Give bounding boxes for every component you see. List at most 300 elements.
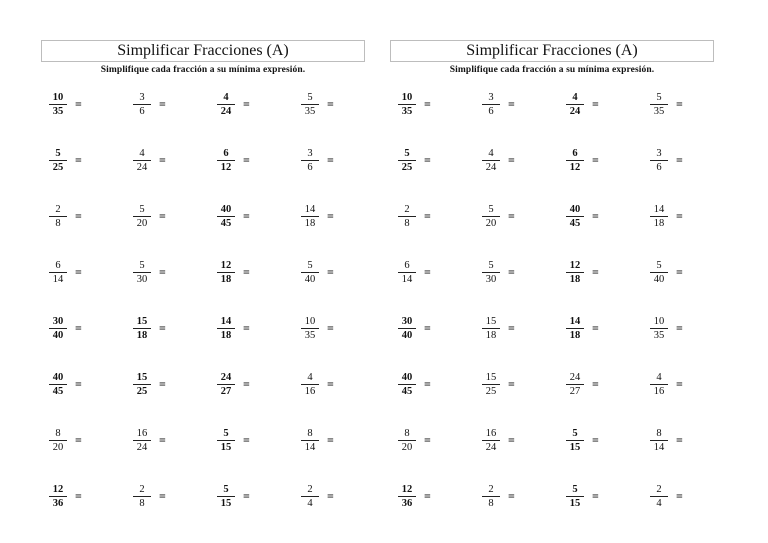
denominator: 14: [52, 274, 64, 285]
problem-row: [390, 260, 714, 316]
equals-sign: =: [676, 489, 683, 503]
numerator: 15: [485, 316, 497, 327]
denominator: 35: [401, 106, 413, 117]
numerator: 10: [401, 92, 413, 103]
fraction-problem: [566, 428, 599, 453]
denominator: 16: [653, 386, 665, 397]
fraction-problem: [49, 204, 82, 229]
denominator: 15: [220, 442, 232, 453]
numerator: 3: [139, 92, 145, 103]
denominator: 8: [488, 498, 494, 509]
fraction: [566, 484, 584, 509]
equals-sign: =: [159, 433, 166, 447]
numerator: 5: [488, 260, 494, 271]
fraction: [217, 372, 235, 397]
fraction-problem: [133, 260, 166, 285]
denominator: 14: [304, 442, 316, 453]
fraction: [217, 316, 235, 341]
equals-sign: =: [424, 377, 431, 391]
fraction: [650, 204, 668, 229]
equals-sign: =: [159, 321, 166, 335]
equals-sign: =: [424, 153, 431, 167]
fraction-problem: [650, 260, 683, 285]
denominator: 25: [52, 162, 64, 173]
fraction-problem: [49, 428, 82, 453]
fraction-problem: [398, 148, 431, 173]
equals-sign: =: [75, 209, 82, 223]
fraction: [301, 92, 319, 117]
numerator: 40: [401, 372, 413, 383]
fraction: [301, 260, 319, 285]
denominator: 20: [485, 218, 497, 229]
problem-row: [41, 92, 365, 148]
denominator: 18: [220, 330, 232, 341]
fraction-problem: [566, 484, 599, 509]
equals-sign: =: [676, 377, 683, 391]
equals-sign: =: [508, 489, 515, 503]
fraction-problem: [398, 484, 431, 509]
fraction-problem: [217, 260, 250, 285]
numerator: 10: [52, 92, 64, 103]
numerator: 12: [401, 484, 413, 495]
numerator: 4: [488, 148, 494, 159]
fraction: [217, 428, 235, 453]
numerator: 5: [488, 204, 494, 215]
fraction: [650, 316, 668, 341]
fraction-problem: [301, 204, 334, 229]
problem-row: [41, 372, 365, 428]
denominator: 45: [569, 218, 581, 229]
fraction-problem: [217, 428, 250, 453]
fraction-problem: [650, 428, 683, 453]
worksheet-right: [390, 40, 714, 530]
equals-sign: =: [592, 209, 599, 223]
numerator: 15: [136, 316, 148, 327]
fraction: [301, 484, 319, 509]
denominator: 25: [136, 386, 148, 397]
fraction: [650, 428, 668, 453]
numerator: 4: [223, 92, 229, 103]
numerator: 40: [569, 204, 581, 215]
numerator: 8: [307, 428, 313, 439]
worksheet-instructions: Simplifique cada fracción a su mínima expresión.: [449, 65, 655, 75]
numerator: 4: [656, 372, 662, 383]
equals-sign: =: [159, 153, 166, 167]
denominator: 36: [401, 498, 413, 509]
fraction-problem: [566, 260, 599, 285]
fraction: [133, 92, 151, 117]
equals-sign: =: [243, 265, 250, 279]
equals-sign: =: [327, 489, 334, 503]
denominator: 30: [485, 274, 497, 285]
fraction: [133, 372, 151, 397]
equals-sign: =: [75, 433, 82, 447]
equals-sign: =: [327, 97, 334, 111]
equals-sign: =: [592, 489, 599, 503]
equals-sign: =: [508, 209, 515, 223]
numerator: 8: [656, 428, 662, 439]
numerator: 30: [401, 316, 413, 327]
denominator: 45: [220, 218, 232, 229]
numerator: 40: [220, 204, 232, 215]
fraction-problem: [217, 372, 250, 397]
fraction: [398, 316, 416, 341]
numerator: 5: [572, 428, 578, 439]
fraction: [566, 260, 584, 285]
fraction: [482, 428, 500, 453]
numerator: 2: [307, 484, 313, 495]
problem-row: [390, 204, 714, 260]
fraction: [217, 260, 235, 285]
fraction: [133, 316, 151, 341]
denominator: 20: [401, 442, 413, 453]
denominator: 8: [55, 218, 61, 229]
numerator: 3: [656, 148, 662, 159]
fraction: [650, 260, 668, 285]
problem-row: [390, 148, 714, 204]
numerator: 4: [307, 372, 313, 383]
fraction: [217, 204, 235, 229]
fraction-problem: [217, 484, 250, 509]
problem-row: [390, 92, 714, 148]
fraction-problem: [49, 316, 82, 341]
fraction: [49, 316, 67, 341]
denominator: 24: [569, 106, 581, 117]
fraction-problem: [301, 316, 334, 341]
numerator: 3: [488, 92, 494, 103]
fraction: [482, 372, 500, 397]
equals-sign: =: [243, 209, 250, 223]
equals-sign: =: [424, 433, 431, 447]
denominator: 6: [139, 106, 145, 117]
denominator: 6: [488, 106, 494, 117]
numerator: 6: [55, 260, 61, 271]
fraction-problem: [133, 316, 166, 341]
problem-row: [390, 372, 714, 428]
fraction: [482, 484, 500, 509]
numerator: 5: [307, 260, 313, 271]
fraction: [133, 428, 151, 453]
denominator: 25: [401, 162, 413, 173]
equals-sign: =: [327, 433, 334, 447]
fraction-problem: [133, 484, 166, 509]
denominator: 35: [653, 330, 665, 341]
denominator: 4: [307, 498, 313, 509]
denominator: 12: [569, 162, 581, 173]
numerator: 8: [404, 428, 410, 439]
equals-sign: =: [327, 321, 334, 335]
equals-sign: =: [676, 433, 683, 447]
fraction: [49, 204, 67, 229]
fraction-problem: [301, 148, 334, 173]
denominator: 35: [304, 330, 316, 341]
problem-row: [41, 316, 365, 372]
problem-row: [390, 316, 714, 372]
denominator: 30: [136, 274, 148, 285]
fraction-problem: [398, 260, 431, 285]
numerator: 6: [223, 148, 229, 159]
fraction-problem: [133, 372, 166, 397]
fraction: [133, 148, 151, 173]
fraction-problem: [482, 204, 515, 229]
equals-sign: =: [592, 97, 599, 111]
denominator: 18: [653, 218, 665, 229]
fraction: [398, 484, 416, 509]
numerator: 15: [136, 372, 148, 383]
equals-sign: =: [243, 153, 250, 167]
problem-grid: [390, 92, 714, 540]
equals-sign: =: [327, 153, 334, 167]
fraction: [217, 92, 235, 117]
denominator: 15: [569, 498, 581, 509]
fraction-problem: [482, 372, 515, 397]
numerator: 14: [569, 316, 581, 327]
fraction: [398, 204, 416, 229]
numerator: 10: [653, 316, 665, 327]
fraction: [398, 148, 416, 173]
denominator: 18: [136, 330, 148, 341]
denominator: 35: [653, 106, 665, 117]
fraction-problem: [49, 484, 82, 509]
numerator: 15: [485, 372, 497, 383]
numerator: 40: [52, 372, 64, 383]
numerator: 5: [139, 204, 145, 215]
equals-sign: =: [159, 377, 166, 391]
numerator: 3: [307, 148, 313, 159]
equals-sign: =: [508, 97, 515, 111]
denominator: 40: [304, 274, 316, 285]
fraction: [566, 204, 584, 229]
denominator: 15: [220, 498, 232, 509]
fraction-problem: [217, 148, 250, 173]
equals-sign: =: [508, 265, 515, 279]
fraction-problem: [133, 92, 166, 117]
numerator: 8: [55, 428, 61, 439]
fraction-problem: [482, 148, 515, 173]
numerator: 4: [572, 92, 578, 103]
fraction-problem: [301, 260, 334, 285]
equals-sign: =: [592, 153, 599, 167]
fraction: [566, 372, 584, 397]
fraction-problem: [49, 372, 82, 397]
fraction-problem: [398, 92, 431, 117]
denominator: 24: [485, 442, 497, 453]
fraction-problem: [301, 428, 334, 453]
equals-sign: =: [424, 489, 431, 503]
equals-sign: =: [243, 97, 250, 111]
denominator: 6: [656, 162, 662, 173]
equals-sign: =: [676, 153, 683, 167]
fraction-problem: [650, 92, 683, 117]
fraction: [398, 372, 416, 397]
fraction: [398, 428, 416, 453]
denominator: 24: [485, 162, 497, 173]
fraction: [49, 148, 67, 173]
equals-sign: =: [243, 321, 250, 335]
denominator: 18: [304, 218, 316, 229]
problem-row: [41, 428, 365, 484]
fraction: [49, 372, 67, 397]
fraction: [650, 148, 668, 173]
numerator: 2: [139, 484, 145, 495]
fraction: [398, 260, 416, 285]
numerator: 5: [139, 260, 145, 271]
denominator: 45: [401, 386, 413, 397]
fraction-problem: [566, 372, 599, 397]
denominator: 20: [136, 218, 148, 229]
equals-sign: =: [243, 377, 250, 391]
equals-sign: =: [592, 321, 599, 335]
numerator: 14: [220, 316, 232, 327]
fraction: [482, 316, 500, 341]
denominator: 24: [136, 442, 148, 453]
fraction: [301, 316, 319, 341]
denominator: 8: [139, 498, 145, 509]
denominator: 18: [569, 330, 581, 341]
fraction-problem: [398, 204, 431, 229]
fraction-problem: [482, 484, 515, 509]
equals-sign: =: [676, 265, 683, 279]
equals-sign: =: [676, 209, 683, 223]
denominator: 4: [656, 498, 662, 509]
equals-sign: =: [592, 377, 599, 391]
numerator: 10: [304, 316, 316, 327]
denominator: 35: [52, 106, 64, 117]
fraction-problem: [217, 92, 250, 117]
numerator: 2: [656, 484, 662, 495]
problem-row: [41, 204, 365, 260]
fraction-problem: [398, 428, 431, 453]
fraction-problem: [650, 316, 683, 341]
fraction-problem: [217, 204, 250, 229]
numerator: 2: [55, 204, 61, 215]
fraction: [650, 92, 668, 117]
equals-sign: =: [159, 97, 166, 111]
fraction-problem: [650, 372, 683, 397]
numerator: 12: [220, 260, 232, 271]
equals-sign: =: [159, 489, 166, 503]
numerator: 16: [136, 428, 148, 439]
fraction-problem: [482, 260, 515, 285]
denominator: 40: [653, 274, 665, 285]
equals-sign: =: [592, 265, 599, 279]
problem-row: [41, 484, 365, 540]
numerator: 30: [52, 316, 64, 327]
fraction-problem: [49, 148, 82, 173]
fraction: [566, 316, 584, 341]
fraction: [482, 260, 500, 285]
problem-row: [390, 428, 714, 484]
numerator: 5: [223, 484, 229, 495]
fraction: [398, 92, 416, 117]
equals-sign: =: [159, 209, 166, 223]
worksheet-left: [41, 40, 365, 530]
fraction-problem: [133, 428, 166, 453]
fraction-problem: [566, 316, 599, 341]
fraction: [301, 428, 319, 453]
fraction-problem: [301, 92, 334, 117]
denominator: 40: [401, 330, 413, 341]
numerator: 2: [404, 204, 410, 215]
numerator: 14: [304, 204, 316, 215]
equals-sign: =: [424, 265, 431, 279]
fraction-problem: [133, 204, 166, 229]
equals-sign: =: [327, 265, 334, 279]
fraction: [482, 148, 500, 173]
fraction: [49, 92, 67, 117]
numerator: 5: [572, 484, 578, 495]
equals-sign: =: [75, 265, 82, 279]
fraction: [482, 92, 500, 117]
denominator: 15: [569, 442, 581, 453]
worksheet-instructions: Simplifique cada fracción a su mínima expresión.: [100, 65, 306, 75]
fraction-problem: [566, 204, 599, 229]
fraction-problem: [398, 372, 431, 397]
equals-sign: =: [424, 209, 431, 223]
denominator: 25: [485, 386, 497, 397]
equals-sign: =: [327, 377, 334, 391]
fraction-problem: [133, 148, 166, 173]
worksheet-title: Simplificar Fracciones (A): [41, 40, 365, 62]
equals-sign: =: [676, 321, 683, 335]
fraction: [49, 260, 67, 285]
fraction-problem: [650, 204, 683, 229]
fraction: [49, 484, 67, 509]
fraction-problem: [49, 260, 82, 285]
numerator: 12: [52, 484, 64, 495]
numerator: 16: [485, 428, 497, 439]
problem-row: [41, 260, 365, 316]
equals-sign: =: [75, 153, 82, 167]
numerator: 12: [569, 260, 581, 271]
denominator: 35: [304, 106, 316, 117]
fraction: [217, 148, 235, 173]
fraction: [566, 428, 584, 453]
equals-sign: =: [75, 321, 82, 335]
denominator: 20: [52, 442, 64, 453]
numerator: 24: [569, 372, 581, 383]
worksheet-title: Simplificar Fracciones (A): [390, 40, 714, 62]
numerator: 2: [488, 484, 494, 495]
equals-sign: =: [327, 209, 334, 223]
equals-sign: =: [75, 489, 82, 503]
fraction: [301, 372, 319, 397]
fraction: [217, 484, 235, 509]
equals-sign: =: [243, 489, 250, 503]
denominator: 8: [404, 218, 410, 229]
fraction-problem: [398, 316, 431, 341]
equals-sign: =: [75, 377, 82, 391]
numerator: 4: [139, 148, 145, 159]
numerator: 5: [656, 92, 662, 103]
fraction-problem: [217, 316, 250, 341]
denominator: 14: [401, 274, 413, 285]
denominator: 12: [220, 162, 232, 173]
denominator: 18: [485, 330, 497, 341]
denominator: 14: [653, 442, 665, 453]
equals-sign: =: [676, 97, 683, 111]
equals-sign: =: [424, 321, 431, 335]
problem-row: [41, 148, 365, 204]
denominator: 40: [52, 330, 64, 341]
fraction-problem: [301, 372, 334, 397]
denominator: 18: [569, 274, 581, 285]
numerator: 5: [656, 260, 662, 271]
equals-sign: =: [508, 377, 515, 391]
equals-sign: =: [592, 433, 599, 447]
numerator: 6: [572, 148, 578, 159]
fraction-problem: [566, 148, 599, 173]
